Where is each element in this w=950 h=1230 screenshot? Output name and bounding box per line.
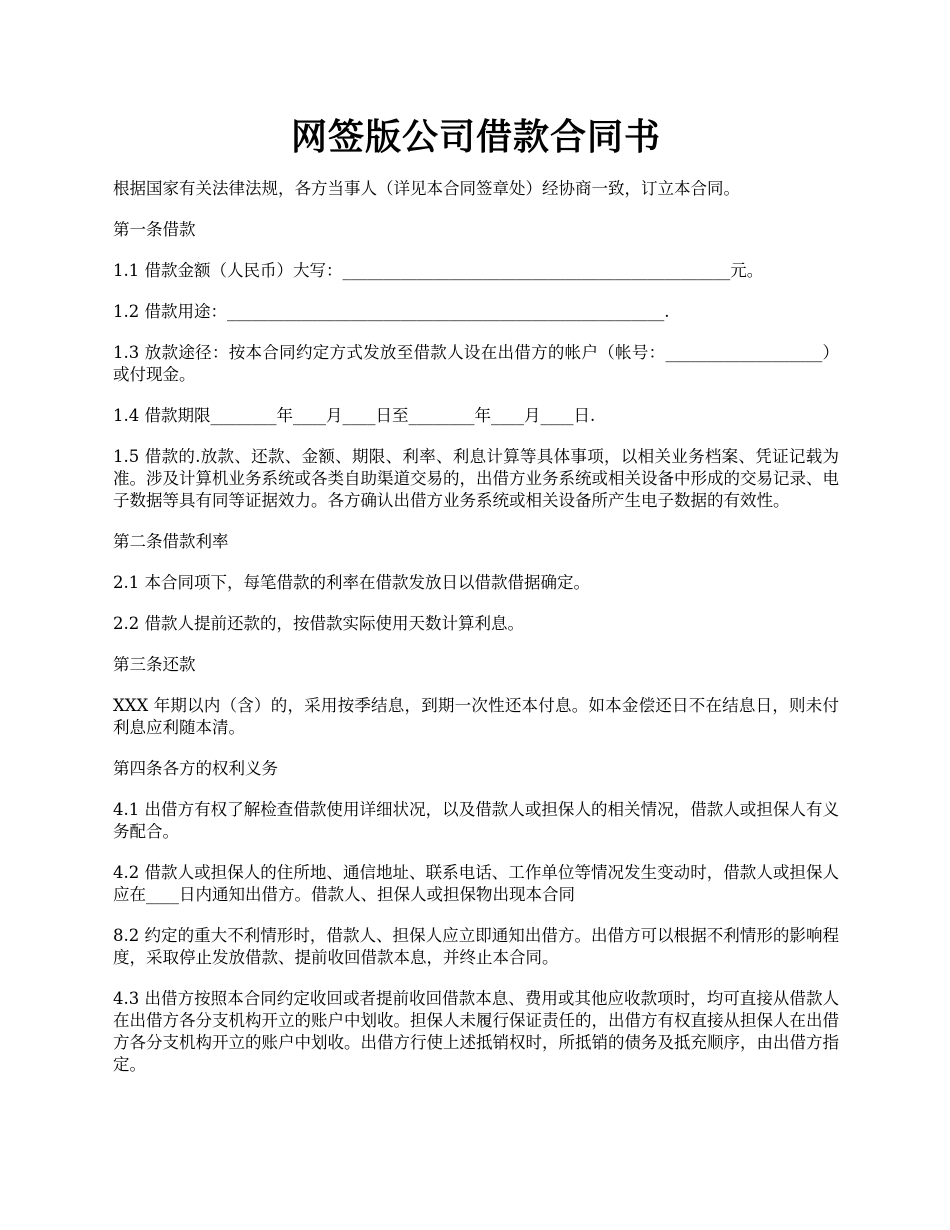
clause-1-3: 1.3 放款途径：按本合同约定方式发放至借款人设在出借方的帐户（帐号：___________________）或付现金。 [113, 343, 839, 384]
document-page [113, 112, 839, 1095]
clause-4-1: 4.1 出借方有权了解检查借款使用详细状况，以及借款人或担保人的相关情况，借款人或担保人有义务配合。 [113, 800, 839, 841]
clause-3-body: XXX 年期以内（含）的，采用按季结息，到期一次性还本付息。如本金偿还日不在结息日，则未付利息应利随本清。 [113, 696, 839, 737]
clause-1-1: 1.1 借款金额（人民币）大写：_______________________________________________元。 [113, 261, 764, 280]
clause-8-2: 8.2 约定的重大不利情形时，借款人、担保人应立即通知出借方。出借方可以根据不利情形的影响程度，采取停止发放借款、提前收回借款本息，并终止本合同。 [113, 926, 839, 967]
clause-4-2: 4.2 借款人或担保人的住所地、通信地址、联系电话、工作单位等情况发生变动时，借款人或担保人应在____日内通知出借方。借款人、担保人或担保物出现本合同 [113, 863, 839, 904]
clause-1-2: 1.2 借款用途：_____________________________________________________. [113, 302, 670, 321]
clause-2-1: 2.1 本合同项下，每笔借款的利率在借款发放日以借款借据确定。 [113, 573, 590, 592]
section-heading-3: 第三条还款 [113, 655, 196, 674]
section-heading-2: 第二条借款利率 [113, 532, 229, 551]
preamble-paragraph: 根据国家有关法律法规，各方当事人（详见本合同签章处）经协商一致，订立本合同。 [113, 179, 740, 198]
document-title: 网签版公司借款合同书 [290, 116, 661, 158]
clause-2-2: 2.2 借款人提前还款的，按借款实际使用天数计算利息。 [113, 614, 524, 633]
clause-1-4: 1.4 借款期限________年____月____日至________年____月____日. [113, 406, 596, 425]
section-heading-4: 第四条各方的权利义务 [113, 759, 278, 778]
clause-1-5: 1.5 借款的.放款、还款、金额、期限、利率、利息计算等具体事项，以相关业务档案、凭证记载为准。涉及计算机业务系统或各类自助渠道交易的，出借方业务系统或相关设备中形成的交易记录、电子数据等具有同等证据效力。各方确认出借方业务系统或相关设备所产生电子数据的有效性。 [113, 447, 839, 510]
section-heading-1: 第一条借款 [113, 220, 196, 239]
clause-4-3: 4.3 出借方按照本合同约定收回或者提前收回借款本息、费用或其他应收款项时，均可直接从借款人在出借方各分支机构开立的账户中划收。担保人未履行保证责任的，出借方有权直接从担保人在出借方各分支机构开立的账户中划收。出借方行使上述抵销权时，所抵销的债务及抵充顺序，由出借方指定。 [113, 989, 839, 1074]
